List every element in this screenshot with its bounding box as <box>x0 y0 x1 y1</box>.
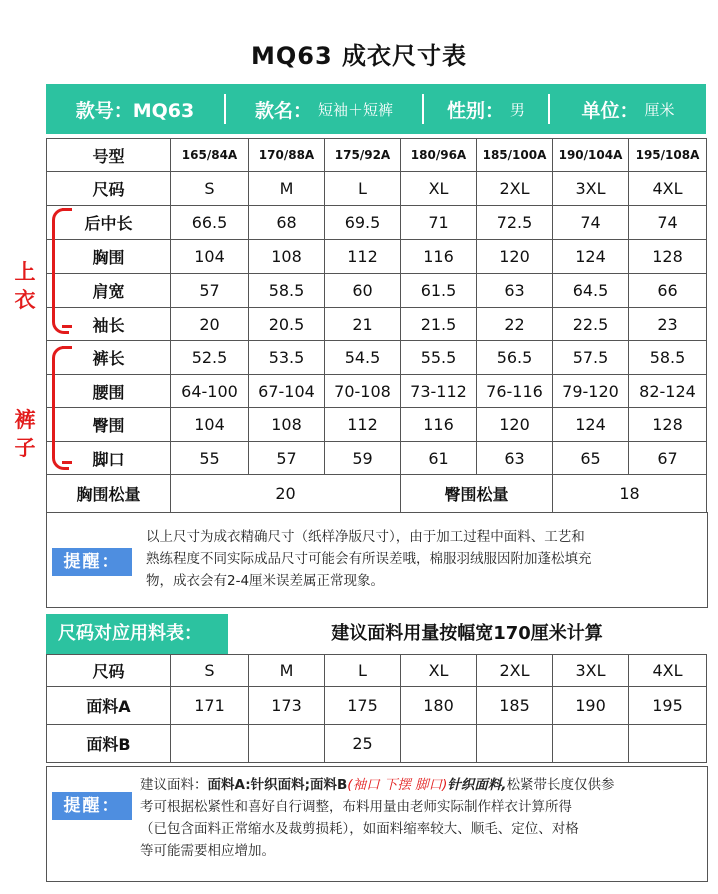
table-cell: 120 <box>477 240 553 274</box>
reminder-tag-2: 提醒： <box>52 792 132 820</box>
size-code-label: 号型 <box>47 139 171 172</box>
table-cell: 67 <box>629 442 707 475</box>
table-cell: 173 <box>249 687 325 725</box>
size-code-cell: 175/92A <box>325 139 401 172</box>
table-cell: 171 <box>171 687 249 725</box>
table-cell: 60 <box>325 274 401 308</box>
table-row <box>47 442 707 475</box>
table-cell: 79-120 <box>553 375 629 408</box>
table-cell: 112 <box>325 240 401 274</box>
table-cell: 65 <box>553 442 629 475</box>
table-row <box>47 341 707 375</box>
size-cell: XL <box>401 172 477 206</box>
style-number: 款号：MQ63 <box>75 99 195 122</box>
size-cell: S <box>171 655 249 687</box>
table-cell: 53.5 <box>249 341 325 375</box>
material-header <box>46 614 706 654</box>
table-cell: 128 <box>629 408 707 442</box>
table-cell: 52.5 <box>171 341 249 375</box>
size-cell: 3XL <box>553 655 629 687</box>
top-section-label: 上衣 <box>14 260 36 312</box>
fabric-b-label: 面料B <box>47 725 171 763</box>
chest-ease-label: 胸围松量 <box>47 475 171 513</box>
style-name-label: 款名： <box>254 99 312 122</box>
table-cell: 120 <box>477 408 553 442</box>
gender-value: 男 <box>510 100 526 119</box>
table-cell: 58.5 <box>249 274 325 308</box>
reminder-prefix: 建议面料： <box>140 777 208 793</box>
table-cell: 55 <box>171 442 249 475</box>
size-cell: 3XL <box>553 172 629 206</box>
table-cell: 72.5 <box>477 206 553 240</box>
table-cell: 66.5 <box>171 206 249 240</box>
table-cell: 76-116 <box>477 375 553 408</box>
table-cell: 69.5 <box>325 206 401 240</box>
table-cell: 82-124 <box>629 375 707 408</box>
table-cell: 124 <box>553 240 629 274</box>
table-cell: 68 <box>249 206 325 240</box>
size-table <box>46 138 707 513</box>
table-cell: 104 <box>171 240 249 274</box>
measure-label: 肩宽 <box>47 274 171 308</box>
size-label: 尺码 <box>47 172 171 206</box>
fabric-a-label: 面料A <box>47 687 171 725</box>
size-cell: 4XL <box>629 655 707 687</box>
size-code-cell: 180/96A <box>401 139 477 172</box>
table-cell: 63 <box>477 274 553 308</box>
material-size-row <box>47 655 707 687</box>
size-code-cell: 195/108A <box>629 139 707 172</box>
reminder-suffix: 松紧带长度仅供参 <box>506 777 615 793</box>
size-cell: 4XL <box>629 172 707 206</box>
measure-label: 臀围 <box>47 408 171 442</box>
measure-label: 裤长 <box>47 341 171 375</box>
reminder-line <box>140 774 702 796</box>
measure-label: 胸围 <box>47 240 171 274</box>
measure-label: 腰围 <box>47 375 171 408</box>
table-row <box>47 308 707 341</box>
table-cell: 23 <box>629 308 707 341</box>
unit-value: 厘米 <box>644 100 675 119</box>
table-cell: 61 <box>401 442 477 475</box>
table-cell: 22.5 <box>553 308 629 341</box>
table-cell <box>553 725 629 763</box>
fabric-b-usage: (袖口 下摆 脚口) <box>347 777 448 793</box>
table-cell: 57 <box>249 442 325 475</box>
table-cell: 71 <box>401 206 477 240</box>
size-cell: L <box>325 172 401 206</box>
table-cell <box>629 725 707 763</box>
unit <box>550 84 706 134</box>
table-cell: 64-100 <box>171 375 249 408</box>
material-header-label: 尺码对应用料表： <box>46 614 228 654</box>
table-cell: 124 <box>553 408 629 442</box>
reminder-text-2 <box>140 774 702 862</box>
table-row <box>47 240 707 274</box>
table-cell: 59 <box>325 442 401 475</box>
measure-label: 袖长 <box>47 308 171 341</box>
reminder-line: 考可根据松紧性和喜好自行调整，布料用量由老师实际制作样衣计算所得 <box>140 799 572 815</box>
table-cell: 185 <box>477 687 553 725</box>
size-cell: S <box>171 172 249 206</box>
page-title: MQ63 成衣尺寸表 <box>250 42 468 70</box>
ease-row <box>47 475 707 513</box>
style-name-value: 短袖＋短裤 <box>318 100 394 119</box>
style-name <box>226 84 422 134</box>
fabric-a-row <box>47 687 707 725</box>
size-code-cell: 185/100A <box>477 139 553 172</box>
size-cell: L <box>325 655 401 687</box>
table-cell <box>401 725 477 763</box>
table-cell: 128 <box>629 240 707 274</box>
table-cell: 104 <box>171 408 249 442</box>
table-cell: 66 <box>629 274 707 308</box>
table-cell <box>171 725 249 763</box>
table-cell: 25 <box>325 725 401 763</box>
bracket-tip <box>62 346 72 349</box>
reminder-text <box>146 526 698 592</box>
size-code-cell: 190/104A <box>553 139 629 172</box>
reminder-line: 等可能需要相应增加。 <box>140 843 275 859</box>
bracket-tip <box>62 461 72 464</box>
table-cell: 20 <box>171 308 249 341</box>
size-cell: XL <box>401 655 477 687</box>
table-row <box>47 375 707 408</box>
fabric-b-type: 针织面料, <box>447 777 507 793</box>
table-cell: 64.5 <box>553 274 629 308</box>
pants-section-label: 裤子 <box>14 408 36 460</box>
hip-ease-value: 18 <box>553 475 707 513</box>
table-cell <box>477 725 553 763</box>
table-cell: 63 <box>477 442 553 475</box>
gender-label: 性别： <box>446 99 504 122</box>
reminder-line: 物，成衣会有2-4厘米误差属正常现象。 <box>146 573 385 589</box>
table-cell: 21.5 <box>401 308 477 341</box>
table-cell: 195 <box>629 687 707 725</box>
table-cell: 61.5 <box>401 274 477 308</box>
table-cell <box>249 725 325 763</box>
size-cell: 2XL <box>477 172 553 206</box>
table-cell: 54.5 <box>325 341 401 375</box>
material-table <box>46 654 707 763</box>
table-cell: 57 <box>171 274 249 308</box>
reminder-line: （已包含面料正常缩水及裁剪损耗），如面料缩率较大、顺毛、定位、对格 <box>140 821 579 837</box>
table-cell: 67-104 <box>249 375 325 408</box>
table-cell: 55.5 <box>401 341 477 375</box>
table-row <box>47 408 707 442</box>
pants-bracket <box>52 346 69 470</box>
measure-label: 脚口 <box>47 442 171 475</box>
fabric-spec: 面料A:针织面料;面料B <box>207 777 348 793</box>
table-cell: 112 <box>325 408 401 442</box>
fabric-b-row <box>47 725 707 763</box>
bracket-tip <box>62 208 72 211</box>
table-cell: 180 <box>401 687 477 725</box>
table-cell: 74 <box>553 206 629 240</box>
unit-label: 单位： <box>581 99 639 122</box>
table-cell: 57.5 <box>553 341 629 375</box>
table-cell: 190 <box>553 687 629 725</box>
measure-label: 后中长 <box>47 206 171 240</box>
table-cell: 116 <box>401 240 477 274</box>
table-row <box>47 274 707 308</box>
size-label: 尺码 <box>47 655 171 687</box>
table-cell: 70-108 <box>325 375 401 408</box>
chest-ease-value: 20 <box>171 475 401 513</box>
hip-ease-label: 臀围松量 <box>401 475 553 513</box>
table-cell: 56.5 <box>477 341 553 375</box>
size-code-cell: 170/88A <box>249 139 325 172</box>
size-code-cell: 165/84A <box>171 139 249 172</box>
table-cell: 116 <box>401 408 477 442</box>
material-header-note: 建议面料用量按幅宽170厘米计算 <box>331 623 603 644</box>
table-cell: 22 <box>477 308 553 341</box>
bracket-tip <box>62 325 72 328</box>
table-cell: 21 <box>325 308 401 341</box>
size-cell: M <box>249 655 325 687</box>
top-bracket <box>52 208 69 334</box>
reminder-tag: 提醒： <box>52 548 132 576</box>
size-code-row <box>47 139 707 172</box>
table-cell: 73-112 <box>401 375 477 408</box>
size-cell: M <box>249 172 325 206</box>
table-cell: 58.5 <box>629 341 707 375</box>
size-row <box>47 172 707 206</box>
reminder-line: 以上尺寸为成衣精确尺寸（纸样净版尺寸），由于加工过程中面料、工艺和 <box>146 529 585 545</box>
table-row <box>47 206 707 240</box>
table-cell: 175 <box>325 687 401 725</box>
gender <box>424 84 548 134</box>
table-cell: 20.5 <box>249 308 325 341</box>
table-cell: 108 <box>249 240 325 274</box>
size-cell: 2XL <box>477 655 553 687</box>
info-bar <box>46 84 706 134</box>
table-cell: 74 <box>629 206 707 240</box>
table-cell: 108 <box>249 408 325 442</box>
reminder-line: 熟练程度不同实际成品尺寸可能会有所误差哦，棉服羽绒服因附加蓬松填充 <box>146 551 592 567</box>
